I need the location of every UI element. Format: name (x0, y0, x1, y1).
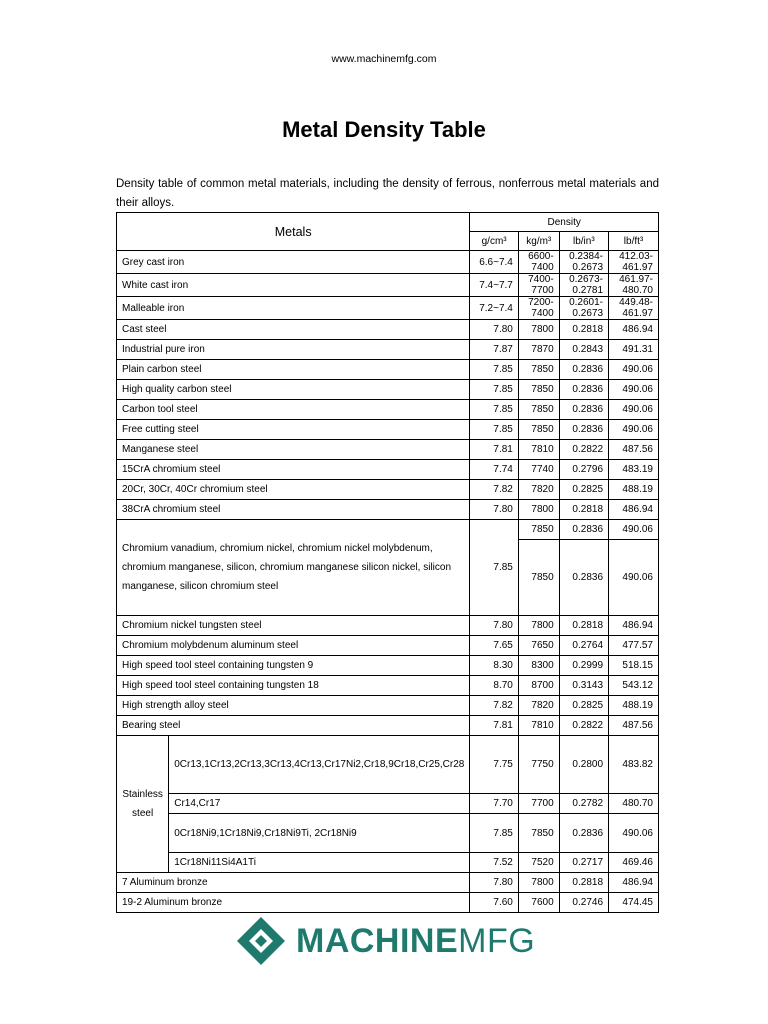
density-gcm3: 7.85 (470, 380, 519, 400)
metal-name: Chromium nickel tungsten steel (117, 616, 470, 636)
intro-paragraph: Density table of common metal materials, including the density of ferrous, nonferrous metal materials and their alloys. (116, 178, 659, 209)
header-density: Density (470, 213, 659, 232)
density-gcm3: 8.30 (470, 656, 519, 676)
stainless-grade: Cr14,Cr17 (169, 794, 470, 814)
density-kgm3: 7740 (518, 460, 559, 480)
stainless-grade: 1Cr18Ni11Si4A1Ti (169, 853, 470, 873)
density-gcm3: 7.65 (470, 636, 519, 656)
table-row (117, 274, 659, 297)
density-gcm3: 7.52 (470, 853, 519, 873)
table-row (117, 656, 659, 676)
metal-name: High speed tool steel containing tungsten 9 (117, 656, 470, 676)
diamond-logo-icon (236, 916, 286, 966)
density-lbft3: 543.12 (609, 676, 659, 696)
density-lbft3: 490.06 (609, 380, 659, 400)
density-lbft3: 487.56 (609, 716, 659, 736)
density-gcm3: 7.85 (470, 520, 519, 616)
density-lbin3: 0.3143 (559, 676, 608, 696)
table-row (117, 814, 659, 853)
header-row-1 (117, 213, 659, 232)
logo-word-mfg: MFG (458, 922, 536, 960)
density-lbft3: 483.19 (609, 460, 659, 480)
density-kgm3: 7800 (518, 500, 559, 520)
metal-name: Plain carbon steel (117, 360, 470, 380)
density-lbft3: 477.57 (609, 636, 659, 656)
density-kgm3: 7850 (518, 400, 559, 420)
table-row (117, 297, 659, 320)
density-lbin3: 0.2800 (559, 736, 608, 794)
density-lbin3: 0.2384-0.2673 (559, 251, 608, 274)
density-lbin3: 0.2818 (559, 873, 608, 893)
density-lbft3: 480.70 (609, 794, 659, 814)
density-lbin3: 0.2836 (559, 814, 608, 853)
density-lbft3: 461.97-480.70 (609, 274, 659, 297)
density-kgm3: 7810 (518, 716, 559, 736)
density-lbft3: 490.06 (609, 360, 659, 380)
density-lbft3: 449.48-461.97 (609, 297, 659, 320)
table-row (117, 420, 659, 440)
density-gcm3: 7.80 (470, 500, 519, 520)
table-row (117, 251, 659, 274)
density-gcm3: 7.87 (470, 340, 519, 360)
metal-name: Cast steel (117, 320, 470, 340)
density-kgm3: 7810 (518, 440, 559, 460)
table-row (117, 716, 659, 736)
table-row (117, 340, 659, 360)
metal-name: 7 Aluminum bronze (117, 873, 470, 893)
density-kgm3: 7870 (518, 340, 559, 360)
density-lbin3: 0.2782 (559, 794, 608, 814)
density-kgm3: 7850 (518, 540, 559, 616)
metal-name: Industrial pure iron (117, 340, 470, 360)
header-metals: Metals (117, 213, 470, 251)
table-row (117, 440, 659, 460)
density-lbft3: 486.94 (609, 320, 659, 340)
density-kgm3: 7850 (518, 360, 559, 380)
density-kgm3: 7700 (518, 794, 559, 814)
density-lbin3: 0.2822 (559, 440, 608, 460)
density-lbft3: 491.31 (609, 340, 659, 360)
metal-name: High speed tool steel containing tungsten 18 (117, 676, 470, 696)
density-lbft3: 490.06 (609, 814, 659, 853)
table-row (117, 520, 659, 540)
table-row (117, 360, 659, 380)
density-lbft3: 486.94 (609, 500, 659, 520)
density-kgm3: 7650 (518, 636, 559, 656)
metal-name: 19-2 Aluminum bronze (117, 893, 470, 913)
table-row (117, 400, 659, 420)
density-lbin3: 0.2818 (559, 500, 608, 520)
header-unit-lbin3: lb/in³ (559, 232, 608, 251)
density-gcm3: 7.80 (470, 616, 519, 636)
density-gcm3: 7.82 (470, 696, 519, 716)
density-gcm3: 7.4~7.7 (470, 274, 519, 297)
table-row (117, 893, 659, 913)
table-row (117, 636, 659, 656)
density-lbin3: 0.2999 (559, 656, 608, 676)
density-lbin3: 0.2746 (559, 893, 608, 913)
table-row (117, 380, 659, 400)
density-lbft3: 412.03-461.97 (609, 251, 659, 274)
density-kgm3: 7800 (518, 873, 559, 893)
metal-name: Grey cast iron (117, 251, 470, 274)
density-lbin3: 0.2601-0.2673 (559, 297, 608, 320)
density-kgm3: 8700 (518, 676, 559, 696)
density-gcm3: 7.70 (470, 794, 519, 814)
density-lbin3: 0.2836 (559, 540, 608, 616)
density-kgm3: 7400-7700 (518, 274, 559, 297)
metal-name: Chromium molybdenum aluminum steel (117, 636, 470, 656)
table-row (117, 676, 659, 696)
stainless-grade: 0Cr18Ni9,1Cr18Ni9,Cr18Ni9Ti, 2Cr18Ni9 (169, 814, 470, 853)
density-lbft3: 488.19 (609, 696, 659, 716)
density-kgm3: 8300 (518, 656, 559, 676)
stainless-grade: 0Cr13,1Cr13,2Cr13,3Cr13,4Cr13,Cr17Ni2,Cr18,9Cr18,Cr25,Cr28 (169, 736, 470, 794)
density-kgm3: 7520 (518, 853, 559, 873)
table-row (117, 500, 659, 520)
metal-name: 20Cr, 30Cr, 40Cr chromium steel (117, 480, 470, 500)
density-gcm3: 7.85 (470, 420, 519, 440)
logo-wordmark (296, 915, 535, 967)
metal-name: Bearing steel (117, 716, 470, 736)
density-lbft3: 486.94 (609, 873, 659, 893)
density-gcm3: 7.2~7.4 (470, 297, 519, 320)
metal-name: White cast iron (117, 274, 470, 297)
density-gcm3: 7.60 (470, 893, 519, 913)
metal-name: Free cutting steel (117, 420, 470, 440)
density-lbft3: 486.94 (609, 616, 659, 636)
density-kgm3: 7820 (518, 696, 559, 716)
table-row (117, 320, 659, 340)
density-lbin3: 0.2825 (559, 696, 608, 716)
density-gcm3: 7.85 (470, 814, 519, 853)
density-lbin3: 0.2836 (559, 420, 608, 440)
density-gcm3: 7.81 (470, 440, 519, 460)
density-kgm3: 7600 (518, 893, 559, 913)
density-gcm3: 7.85 (470, 400, 519, 420)
density-lbin3: 0.2843 (559, 340, 608, 360)
density-lbft3: 487.56 (609, 440, 659, 460)
density-gcm3: 7.81 (470, 716, 519, 736)
density-gcm3: 7.80 (470, 873, 519, 893)
page-title: Metal Density Table (282, 117, 486, 142)
metal-name: High strength alloy steel (117, 696, 470, 716)
density-lbin3: 0.2818 (559, 320, 608, 340)
density-lbft3: 490.06 (609, 420, 659, 440)
metal-name: Malleable iron (117, 297, 470, 320)
density-gcm3: 7.74 (470, 460, 519, 480)
density-lbft3: 490.06 (609, 540, 659, 616)
density-lbin3: 0.2818 (559, 616, 608, 636)
density-lbft3: 518.15 (609, 656, 659, 676)
density-gcm3: 8.70 (470, 676, 519, 696)
density-kgm3: 7850 (518, 814, 559, 853)
density-gcm3: 7.85 (470, 360, 519, 380)
header-unit-gcm3: g/cm³ (470, 232, 519, 251)
density-lbin3: 0.2822 (559, 716, 608, 736)
density-kgm3: 7850 (518, 420, 559, 440)
header-unit-lbft3: lb/ft³ (609, 232, 659, 251)
metal-name: Carbon tool steel (117, 400, 470, 420)
density-gcm3: 6.6~7.4 (470, 251, 519, 274)
density-kgm3: 7850 (518, 380, 559, 400)
density-kgm3: 7850 (518, 520, 559, 540)
table-row (117, 873, 659, 893)
density-lbin3: 0.2825 (559, 480, 608, 500)
density-lbin3: 0.2673-0.2781 (559, 274, 608, 297)
metal-name: Chromium vanadium, chromium nickel, chromium nickel molybdenum, chromium manganese, silicon, chromium manganese silicon nickel, silicon manganese, silicon chromium steel (117, 520, 470, 616)
metal-name: 38CrA chromium steel (117, 500, 470, 520)
site-url[interactable]: www.machinemfg.com (331, 53, 437, 65)
density-table (116, 212, 659, 913)
table-row (117, 696, 659, 716)
metal-name: Manganese steel (117, 440, 470, 460)
table-row (117, 794, 659, 814)
density-kgm3: 7800 (518, 320, 559, 340)
density-lbft3: 490.06 (609, 400, 659, 420)
header-unit-kgm3: kg/m³ (518, 232, 559, 251)
density-kgm3: 7750 (518, 736, 559, 794)
density-lbin3: 0.2796 (559, 460, 608, 480)
density-kgm3: 7200-7400 (518, 297, 559, 320)
density-kgm3: 6600-7400 (518, 251, 559, 274)
density-lbin3: 0.2717 (559, 853, 608, 873)
density-lbft3: 483.82 (609, 736, 659, 794)
logo-word-machine: MACHINE (296, 922, 459, 960)
density-kgm3: 7820 (518, 480, 559, 500)
density-lbin3: 0.2836 (559, 380, 608, 400)
table-row (117, 460, 659, 480)
table-row (117, 480, 659, 500)
table-row (117, 853, 659, 873)
density-lbin3: 0.2764 (559, 636, 608, 656)
density-lbin3: 0.2836 (559, 360, 608, 380)
density-gcm3: 7.82 (470, 480, 519, 500)
density-lbft3: 474.45 (609, 893, 659, 913)
density-lbin3: 0.2836 (559, 400, 608, 420)
stainless-steel-label: Stainless steel (117, 736, 169, 873)
machinemfg-logo (236, 915, 536, 967)
density-lbft3: 469.46 (609, 853, 659, 873)
density-lbin3: 0.2836 (559, 520, 608, 540)
metal-name: High quality carbon steel (117, 380, 470, 400)
metal-name: 15CrA chromium steel (117, 460, 470, 480)
density-lbft3: 490.06 (609, 520, 659, 540)
density-kgm3: 7800 (518, 616, 559, 636)
density-lbft3: 488.19 (609, 480, 659, 500)
table-body (117, 251, 659, 913)
table-row (117, 616, 659, 636)
density-gcm3: 7.80 (470, 320, 519, 340)
density-gcm3: 7.75 (470, 736, 519, 794)
table-row (117, 736, 659, 794)
